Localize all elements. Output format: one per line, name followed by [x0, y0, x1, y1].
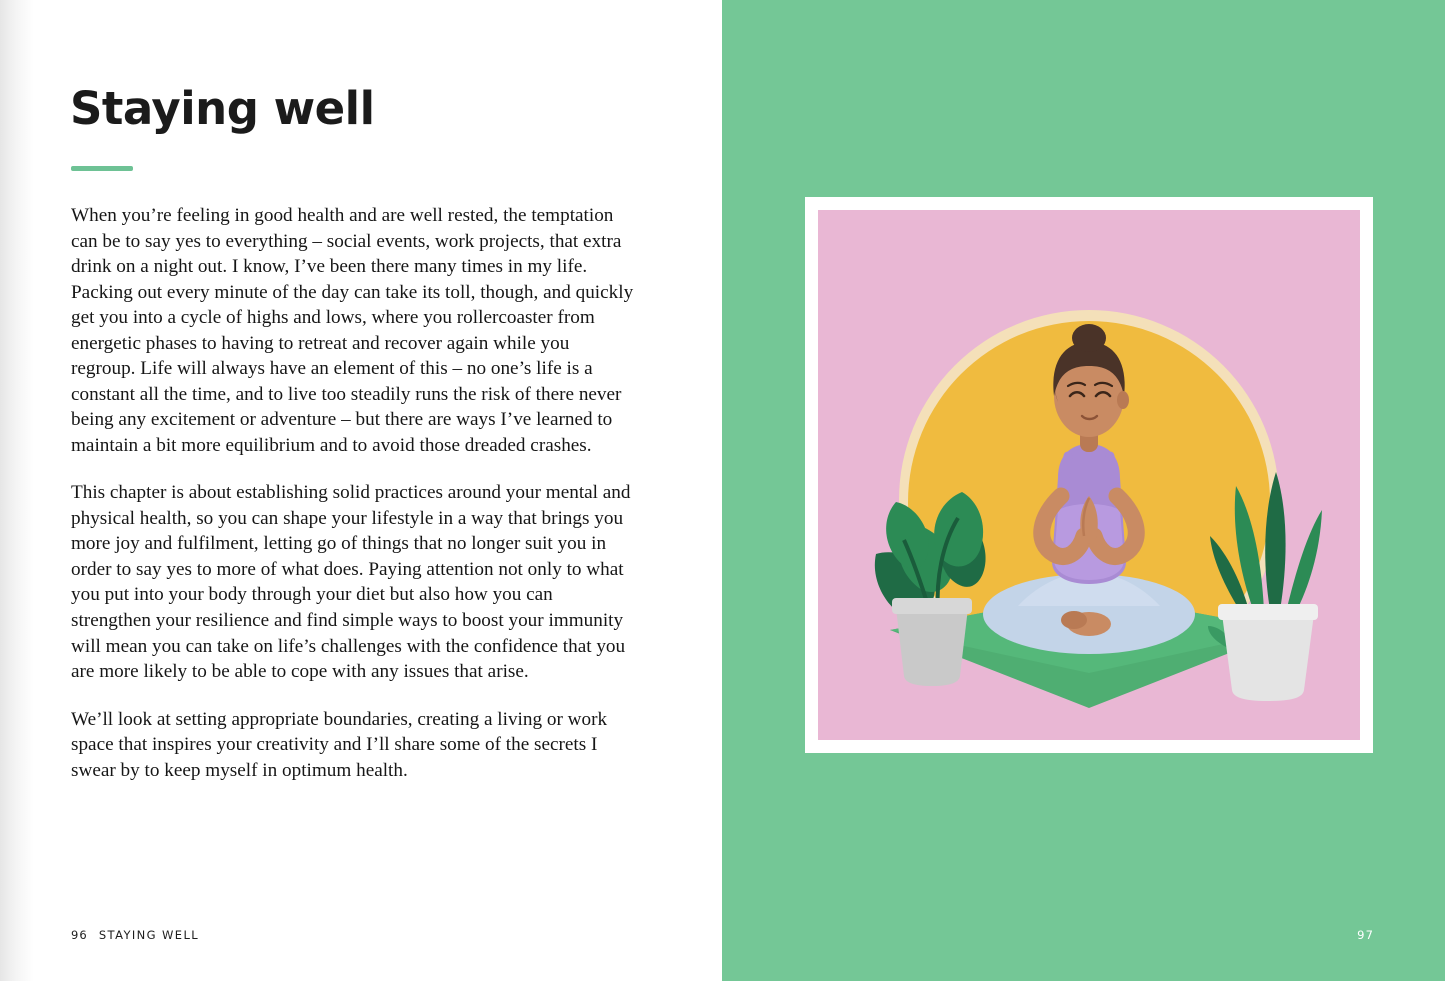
- page-number-right: 97: [1357, 928, 1374, 942]
- woman-meditating-illustration: [818, 210, 1360, 740]
- running-head: STAYING WELL: [98, 928, 200, 942]
- left-page: [0, 0, 722, 981]
- body-paragraph-1: When you’re feeling in good health and are well rested, the temptation can be to say yes to everything – social events, work projects, that extra drink on a night out. I know, I’ve been there many times in my life. Packing out every minute of the day can take its toll, though, and quickly get you into a cycle of highs and lows, where you rollercoaster from energetic phases to having to retreat and recover again while you regroup. Life will always have an element of this – no one’s life is a constant all the time, and to live too steadily runs the risk of there never being any excitement or adventure – but there are ways I’ve learned to maintain a bit more equilibrium and to avoid those dreaded crashes.: [71, 205, 634, 456]
- gutter-shadow: [0, 0, 34, 981]
- body-paragraph-3: We’ll look at setting appropriate boundaries, creating a living or work space that inspires your creativity and I’ll share some of the secrets I swear by to keep myself in optimum health.: [71, 708, 608, 781]
- illustration-canvas: [818, 210, 1360, 740]
- page-title: Staying well: [70, 82, 375, 135]
- footer-left: [71, 928, 199, 942]
- title-accent-rule: [71, 166, 133, 171]
- body-paragraph-2: This chapter is about establishing solid practices around your mental and physical health, so you can shape your lifestyle in a way that brings you more joy and fulfilment, letting go of things that no longer suit you in order to say yes to more of what does. Paying attention not only to what you put into your body through your diet but also how you can strengthen your resilience and find simple ways to boost your immunity will mean you can take on life’s challenges with the confidence that you are more likely to be able to cope with any issues that arise.: [71, 482, 631, 683]
- right-page: [722, 0, 1445, 981]
- illustration-frame: [805, 197, 1373, 753]
- page-number-left: 96: [71, 928, 88, 942]
- body-text-column: [71, 203, 637, 783]
